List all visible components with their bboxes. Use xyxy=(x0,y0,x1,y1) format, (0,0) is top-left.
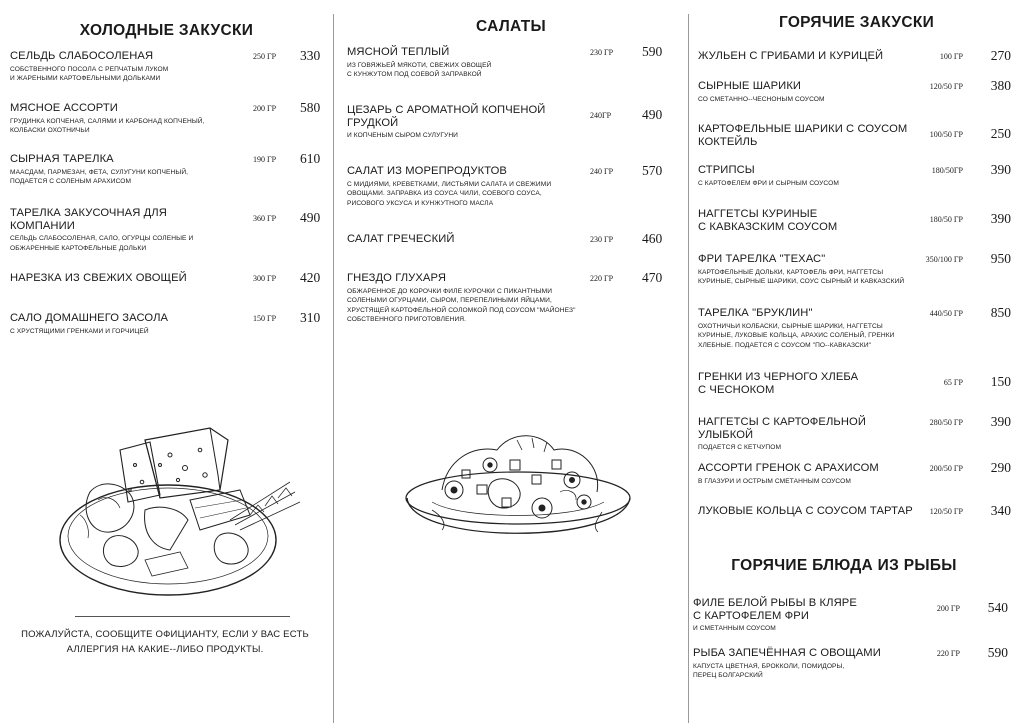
menu-item-name: ГНЕЗДО ГЛУХАРЯ xyxy=(347,272,446,284)
column-divider-left xyxy=(333,14,334,723)
menu-item-name: МЯСНОЙ ТЕПЛЫЙ xyxy=(347,46,450,58)
menu-item-name: ЦЕЗАРЬ С АРОМАТНОЙ КОПЧЕНОЙ ГРУДКОЙ xyxy=(347,104,546,129)
menu-item-weight: 360 ГР xyxy=(253,214,277,223)
menu-item-description: МААСДАМ, ПАРМЕЗАН, ФЕТА, СУЛУГУНИ КОПЧЕНЫЙ, ПОДАЕТСЯ С СОЛЕНЫМ АРАХИСОМ xyxy=(10,168,189,186)
section-title-hot-appetizers: ГОРЯЧИЕ ЗАКУСКИ xyxy=(778,14,935,31)
menu-item-description: И КОПЧЕНЫМ СЫРОМ СУЛУГУНИ xyxy=(347,132,459,139)
menu-item-name: КАРТОФЕЛЬНЫЕ ШАРИКИ С СОУСОМ КОКТЕЙЛЬ xyxy=(698,123,908,148)
menu-item-price: 310 xyxy=(300,310,321,325)
menu-item-description: ПОДАЕТСЯ С КЕТЧУПОМ xyxy=(698,444,782,451)
menu-item-price: 610 xyxy=(300,151,321,166)
menu-item-weight: 150 ГР xyxy=(253,314,277,323)
menu-item-price: 340 xyxy=(990,503,1011,518)
cheese-board-illustration xyxy=(50,420,310,605)
section-title-cold-appetizers: ХОЛОДНЫЕ ЗАКУСКИ xyxy=(79,22,254,39)
menu-item-name: ЛУКОВЫЕ КОЛЬЦА С СОУСОМ ТАРТАР xyxy=(698,505,913,517)
menu-item-weight: 190 ГР xyxy=(253,155,277,164)
menu-item-weight: 280/50 ГР xyxy=(929,418,963,427)
menu-item xyxy=(347,272,582,325)
salad-bowl-illustration xyxy=(392,420,642,570)
notice-divider xyxy=(75,616,290,617)
menu-item-price: 330 xyxy=(300,48,321,63)
menu-item-price: 580 xyxy=(300,100,321,115)
menu-item-name: СЫРНАЯ ТАРЕЛКА xyxy=(10,153,114,165)
menu-item-weight: 220 ГР xyxy=(590,274,614,283)
menu-item xyxy=(10,207,240,253)
menu-item-description: КАРТОФЕЛЬНЫЕ ДОЛЬКИ, КАРТОФЕЛЬ ФРИ, НАГГЕТСЫ КУРИНЫЕ, СЫРНЫЕ ШАРИКИ, СОУС СЫРНЫЙ И КАВКАЗСКИЙ xyxy=(698,268,905,286)
menu-item xyxy=(347,46,582,80)
menu-item xyxy=(698,208,923,233)
menu-item-name: МЯСНОЕ АССОРТИ xyxy=(10,102,118,114)
menu-item xyxy=(698,307,923,350)
menu-item xyxy=(347,104,582,141)
section-title-salads: САЛАТЫ xyxy=(476,18,546,35)
menu-item-price: 850 xyxy=(990,305,1011,320)
menu-item-name: НАГГЕТСЫ КУРИНЫЕ С КАВКАЗСКИМ СОУСОМ xyxy=(698,208,838,233)
menu-item xyxy=(698,80,923,104)
menu-item-weight: 200 ГР xyxy=(936,604,960,613)
menu-item-weight: 200 ГР xyxy=(253,104,277,113)
menu-item-weight: 65 ГР xyxy=(943,378,963,387)
menu-item-weight: 250 ГР xyxy=(253,52,277,61)
menu-item-price: 570 xyxy=(642,163,663,178)
menu-item-weight: 200/50 ГР xyxy=(929,464,963,473)
section-title-fish-dishes: ГОРЯЧИЕ БЛЮДА ИЗ РЫБЫ xyxy=(731,557,957,574)
menu-item-price: 590 xyxy=(642,44,663,59)
menu-item-price: 590 xyxy=(987,645,1008,660)
menu-item xyxy=(698,164,923,188)
menu-item-weight: 120/50 ГР xyxy=(929,82,963,91)
menu-item-description: С МИДИЯМИ, КРЕВЕТКАМИ, ЛИСТЬЯМИ САЛАТА И СВЕЖИМИ ОВОЩАМИ. ЗАПРАВКА ИЗ СОУСА ЧИЛИ, СОЕВОГО СОУСА, РИСОВОГО УКСУСА И КУНЖУТНОГО МАСЛА xyxy=(347,180,552,207)
menu-item-weight: 300 ГР xyxy=(253,274,277,283)
menu-item-description: СО СМЕТАННО--ЧЕСНОНЫМ СОУСОМ xyxy=(698,95,825,103)
menu-item-description: КАПУСТА ЦВЕТНАЯ, БРОККОЛИ, ПОМИДОРЫ, ПЕРЕЦ БОЛГАРСКИЙ xyxy=(693,662,845,680)
menu-item-price: 490 xyxy=(300,210,321,225)
menu-item-price: 540 xyxy=(987,600,1008,615)
menu-item-weight: 180/50ГР xyxy=(931,166,963,175)
menu-item xyxy=(698,462,923,486)
menu-item-name: САЛАТ ГРЕЧЕСКИЙ xyxy=(347,233,455,245)
menu-item-weight: 230 ГР xyxy=(590,48,614,57)
menu-item-description: С КАРТОФЕЛЕМ ФРИ И СЫРНЫМ СОУСОМ xyxy=(698,179,839,187)
menu-item xyxy=(10,272,240,285)
menu-item-price: 150 xyxy=(990,374,1011,389)
menu-item-name: ФИЛЕ БЕЛОЙ РЫБЫ В КЛЯРЕ С КАРТОФЕЛЕМ ФРИ xyxy=(693,597,857,622)
menu-item-price: 390 xyxy=(990,414,1011,429)
menu-item-price: 380 xyxy=(990,78,1011,93)
menu-item-description: С ХРУСТЯЩИМИ ГРЕНКАМИ И ГОРЧИЦЕЙ xyxy=(10,327,149,335)
menu-item-description: И СМЕТАННЫМ СОУСОМ xyxy=(693,625,776,632)
menu-item xyxy=(698,123,923,148)
menu-item-name: СТРИПСЫ xyxy=(698,164,755,176)
menu-item xyxy=(698,505,923,518)
menu-item-name: ЖУЛЬЕН С ГРИБАМИ И КУРИЦЕЙ xyxy=(698,50,884,62)
menu-item-name: ФРИ ТАРЕЛКА "ТЕХАС" xyxy=(698,253,826,265)
menu-item-price: 950 xyxy=(990,251,1011,266)
allergy-notice: ПОЖАЛУЙСТА, СООБЩИТЕ ОФИЦИАНТУ, ЕСЛИ У ВАС ЕСТЬ АЛЛЕРГИЯ НА КАКИЕ--ЛИБО ПРОДУКТЫ. xyxy=(21,629,309,655)
menu-item-description: СЕЛЬДЬ СЛАБОСОЛЕНАЯ, САЛО, ОГУРЦЫ СОЛЕНЫЕ И ОБЖАРЕННЫЕ КАРТОФЕЛЬНЫЕ ДОЛЬКИ xyxy=(10,235,194,252)
menu-item-name: РЫБА ЗАПЕЧЁННАЯ С ОВОЩАМИ xyxy=(693,647,881,659)
menu-item-weight: 230 ГР xyxy=(590,235,614,244)
menu-item-price: 270 xyxy=(990,48,1011,63)
menu-item-name: САЛО ДОМАШНЕГО ЗАСОЛА xyxy=(10,312,169,324)
menu-item-name: ГРЕНКИ ИЗ ЧЕРНОГО ХЛЕБА С ЧЕСНОКОМ xyxy=(698,371,859,396)
menu-item xyxy=(698,416,923,453)
menu-item-weight: 240 ГР xyxy=(590,167,614,176)
menu-item xyxy=(10,102,240,136)
menu-item-description: ИЗ ГОВЯЖЬЕЙ МЯКОТИ, СВЕЖИХ ОВОЩЕЙ С КУНЖУТОМ ПОД СОЕВОЙ ЗАПРАВКОЙ xyxy=(347,61,492,79)
menu-item xyxy=(693,647,918,681)
menu-item-price: 290 xyxy=(990,460,1011,475)
menu-item-name: НАРЕЗКА ИЗ СВЕЖИХ ОВОЩЕЙ xyxy=(10,272,187,284)
menu-item-weight: 100 ГР xyxy=(939,52,963,61)
menu-item-description: ОБЖАРЕННОЕ ДО КОРОЧКИ ФИЛЕ КУРОЧКИ С ПИКАНТНЫМИ СОЛЕНЫМИ ОГУРЦАМИ, СЫРОМ, ПЕРЕПЕЛИНЫМИ ЯЙЦАМИ, ХРУСТЯЩЕЙ КАРТОФЕЛЬНОЙ СОЛОМКОЙ ПОД СОУСОМ "МАЙОНЕЗ" СОБСТВЕННОГО ПРИГОТОВЛЕНИЯ. xyxy=(347,287,576,324)
menu-item-description: ОХОТНИЧЬИ КОЛБАСКИ, СЫРНЫЕ ШАРИКИ, НАГГЕТСЫ КУРИНЫЕ, ЛУКОВЫЕ КОЛЬЦА, АРАХИС СОЛЕНЫЙ, ГРЕНКИ ХЛЕБНЫЕ. ПОДАЕТСЯ С СОУСОМ "ПО--КАВКАЗСКИ" xyxy=(698,322,895,349)
menu-item-name: ТАРЕЛКА ЗАКУСОЧНАЯ ДЛЯ КОМПАНИИ xyxy=(10,207,167,232)
menu-item-weight: 220 ГР xyxy=(936,649,960,658)
menu-item-weight: 240ГР xyxy=(590,111,612,120)
menu-item-name: СЫРНЫЕ ШАРИКИ xyxy=(698,80,802,92)
menu-item xyxy=(10,312,240,336)
column-divider-right xyxy=(688,14,689,723)
menu-item xyxy=(693,597,918,634)
menu-item xyxy=(347,233,582,246)
menu-item-name: НАГГЕТСЫ С КАРТОФЕЛЬНОЙ УЛЫБКОЙ xyxy=(698,416,866,441)
menu-item xyxy=(698,371,923,396)
menu-item-price: 490 xyxy=(642,107,663,122)
menu-item xyxy=(10,50,240,84)
menu-item-name: ТАРЕЛКА "БРУКЛИН" xyxy=(698,307,813,319)
menu-item xyxy=(698,50,923,63)
menu-item-weight: 100/50 ГР xyxy=(929,130,963,139)
menu-item xyxy=(347,165,582,208)
menu-item-price: 250 xyxy=(990,126,1011,141)
menu-item xyxy=(10,153,240,187)
menu-item-name: САЛАТ ИЗ МОРЕПРОДУКТОВ xyxy=(347,165,507,177)
menu-item-price: 470 xyxy=(642,270,663,285)
menu-item-price: 420 xyxy=(300,270,321,285)
menu-item-name: АССОРТИ ГРЕНОК С АРАХИСОМ xyxy=(698,462,879,474)
menu-item-price: 460 xyxy=(642,231,663,246)
menu-item-description: СОБСТВЕННОГО ПОСОЛА С РЕПЧАТЫМ ЛУКОМ И ЖАРЕНЫМИ КАРТОФЕЛЬНЫМИ ДОЛЬКАМИ xyxy=(10,65,169,83)
menu-item-description: ГРУДИНКА КОПЧЕНАЯ, САЛЯМИ И КАРБОНАД КОПЧЕНЫЙ, КОЛБАСКИ ОХОТНИЧЬИ xyxy=(10,117,205,135)
menu-item-weight: 440/50 ГР xyxy=(929,309,963,318)
menu-item-weight: 180/50 ГР xyxy=(929,215,963,224)
menu-item-description: В ГЛАЗУРИ И ОСТРЫМ СМЕТАННЫМ СОУСОМ xyxy=(698,477,851,485)
menu-item-price: 390 xyxy=(990,211,1011,226)
menu-item-price: 390 xyxy=(990,162,1011,177)
menu-item-weight: 120/50 ГР xyxy=(929,507,963,516)
menu-item-weight: 350/100 ГР xyxy=(925,255,963,264)
menu-item xyxy=(698,253,923,287)
menu-item-name: СЕЛЬДЬ СЛАБОСОЛЕНАЯ xyxy=(10,50,154,62)
